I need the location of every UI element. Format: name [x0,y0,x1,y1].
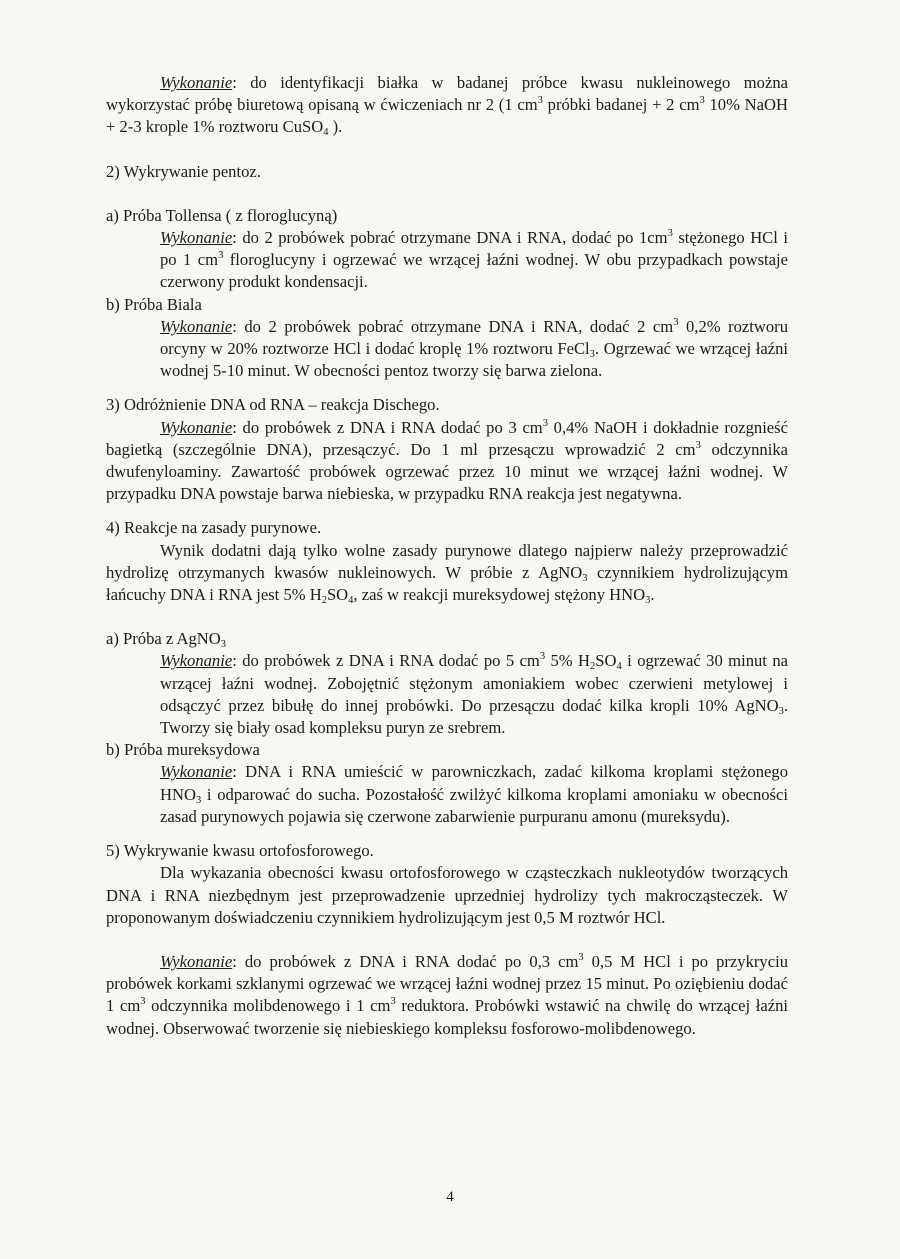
bial-heading: b) Próba Biala [106,294,202,314]
tollens-heading: a) Próba Tollensa ( z floroglucyną) [106,205,338,225]
intro-paragraph: Wykonanie: do identyfikacji białka w badanej próbce kwasu nukleinowego można wykorzystać próbę biuretową opisaną w ćwiczeniach nr 2 (1 $cm^3$ próbki badanej + 2 $cm^3$ 10% NaOH + 2-3 krople 1% roztworu CuSO$_4$ ). [106,73,788,139]
section-4-heading: 4) Reakcje na zasady purynowe. [106,518,322,538]
bial-procedure: Wykonanie: do 2 probówek pobrać otrzymane DNA i RNA, dodać 2 $cm^3$ 0,2% roztworu orcyny w 20% roztworze HCl i dodać kroplę 1% roztworu FeCl$_3$. Ogrzewać we wrzącej łaźni wodnej 5-10 minut. W obecności pentoz tworzy się barwa zielona. [160,316,789,381]
phosphate-intro: Dla wykazania obecności kwasu ortofosforowego w cząsteczkach nukleotydów tworzących DNA i RNA niezbędnym jest przeprowadzenie uprzedniej hydrolizy tych makrocząsteczek. W proponowanym doświadczeniu czynnikiem hydrolizującym jest 0,5 M roztwór HCl. [106,863,788,927]
wykonanie-label: Wykonanie [160,651,233,671]
wykonanie-label: Wykonanie [160,951,233,971]
page-number: 4 [446,1189,454,1205]
tollens-procedure: Wykonanie: do 2 probówek pobrać otrzymane DNA i RNA, dodać po $1cm^3$ stężonego HCl i po 1 $cm^3$ floroglucyny i ogrzewać we wrzącej łaźni wodnej. W obu przypadkach powstaje czerwony produkt kondensacji. [160,228,788,292]
wykonanie-label: Wykonanie [160,762,233,782]
dische-procedure: Wykonanie: do probówek z DNA i RNA dodać po 3 $cm^3$ 0,4% NaOH i dokładnie rozgnieść bagietką (szczególnie DNA), przesączyć. Do 1 ml przesączu wprowadzić 2 $cm^3$ odczynnika dwufenyloaminy. Zawartość probówek ogrzewać przez 10 minut we wrzącej łaźni wodnej. W przypadku DNA powstaje barwa niebieska, w przypadku RNA reakcja jest negatywna. [106,417,788,504]
wykonanie-label: Wykonanie [160,316,233,336]
wykonanie-label: Wykonanie [160,228,233,248]
purine-intro: Wynik dodatni dają tylko wolne zasady purynowe dlatego najpierw należy przeprowadzić hydrolizę otrzymanych kwasów nukleinowych. W próbie z AgNO$_3$ czynnikiem hydrolizującym łańcuchy DNA i RNA jest 5% $H_2SO_4$, zaś w reakcji mureksydowej stężony $HNO_3$. [106,540,788,607]
wykonanie-label: Wykonanie [160,417,233,437]
section-2-heading: 2) Wykrywanie pentoz. [106,161,261,181]
wykonanie-label: Wykonanie [160,73,233,92]
section-5-heading: 5) Wykrywanie kwasu ortofosforowego. [106,841,374,861]
murexide-heading: b) Próba mureksydowa [106,740,260,760]
phosphate-procedure: Wykonanie: do probówek z DNA i RNA dodać po 0,3 $cm^3$ 0,5 M HCl i po przykryciu probówek korkami szklanymi ogrzewać we wrzącej łaźni wodnej przez 15 minut. Po oziębieniu dodać 1 $cm^3$ odczynnika molibdenowego i 1 $cm^3$ reduktora. Probówki wstawić na chwilę do wrzącej łaźni wodnej. Obserwować tworzenie się niebieskiego kompleksu fosforowo-molibdenowego. [106,951,788,1038]
section-3-heading: 3) Odróżnienie DNA od RNA – reakcja Dischego. [106,395,440,415]
murexide-procedure: Wykonanie: DNA i RNA umieścić w parowniczkach, zadać kilkoma kroplami stężonego $HNO_3$ i odparować do sucha. Pozostałość zwilżyć kilkoma kroplami amoniaku w obecności zasad purynowych pojawia się czerwone zabarwienie purpuranu amonu (mureksydu). [160,762,788,826]
agno3-heading: a) Próba z AgNO$_3$ [106,629,226,651]
agno3-procedure: Wykonanie: do probówek z DNA i RNA dodać po 5 $cm^3$ 5% $H_2SO_4$ i ogrzewać 30 minut na wrzącej łaźni wodnej. Zobojętnić stężonym amoniakiem wobec czerwieni metylowej i odsączyć przez bibułę do innej probówki. Do przesączu dodać kilka kropli 10% AgNO$_3$. Tworzy się biały osad kompleksu puryn ze srebrem. [160,651,788,738]
